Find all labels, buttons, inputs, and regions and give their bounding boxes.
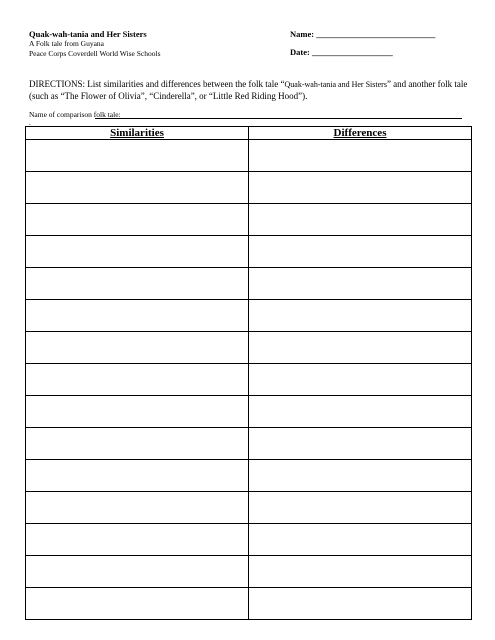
table-row: [26, 140, 472, 172]
difference-cell[interactable]: [249, 524, 472, 556]
directions-story-name: Quak-wah-tania and Her Sisters: [284, 80, 387, 89]
difference-cell[interactable]: [249, 236, 472, 268]
similarity-cell[interactable]: [26, 428, 249, 460]
difference-cell[interactable]: [249, 396, 472, 428]
difference-cell[interactable]: [249, 268, 472, 300]
difference-cell[interactable]: [249, 172, 472, 204]
table-row: [26, 364, 472, 396]
difference-cell[interactable]: [249, 332, 472, 364]
difference-cell[interactable]: [249, 364, 472, 396]
difference-cell[interactable]: [249, 492, 472, 524]
worksheet-subtitle-origin: A Folk tale from Guyana: [29, 39, 104, 48]
directions-lead: DIRECTIONS: List similarities and differences between the folk tale “: [29, 79, 285, 89]
table-row: [26, 204, 472, 236]
table-row: [26, 332, 472, 364]
worksheet-title: Quak-wah-tania and Her Sisters: [29, 29, 147, 39]
table-row: [26, 588, 472, 620]
difference-cell[interactable]: [249, 556, 472, 588]
difference-cell[interactable]: [249, 460, 472, 492]
directions-text: [29, 79, 469, 102]
name-field-label: Name: ____________________________: [290, 29, 436, 39]
difference-cell[interactable]: [249, 588, 472, 620]
differences-header: Differences: [249, 127, 472, 140]
table-row: [26, 556, 472, 588]
similarity-cell[interactable]: [26, 172, 249, 204]
table-row: [26, 428, 472, 460]
similarity-cell[interactable]: [26, 268, 249, 300]
similarity-cell[interactable]: [26, 588, 249, 620]
table-row: [26, 300, 472, 332]
difference-cell[interactable]: [249, 300, 472, 332]
similarity-cell[interactable]: [26, 556, 249, 588]
similarity-cell[interactable]: [26, 204, 249, 236]
similarity-cell[interactable]: [26, 364, 249, 396]
stray-dot: .: [29, 119, 31, 127]
difference-cell[interactable]: [249, 428, 472, 460]
comparison-folk-tale-label: Name of comparison folk tale:: [29, 110, 121, 119]
similarity-cell[interactable]: [26, 332, 249, 364]
similarity-cell[interactable]: [26, 492, 249, 524]
similarity-cell[interactable]: [26, 396, 249, 428]
similarity-cell[interactable]: [26, 524, 249, 556]
similarities-header: Similarities: [26, 127, 249, 140]
date-field-label: Date: ___________________: [290, 47, 393, 57]
similarity-cell[interactable]: [26, 236, 249, 268]
table-header-row: [26, 127, 472, 140]
table-row: [26, 460, 472, 492]
table-row: [26, 396, 472, 428]
table-body: [26, 140, 472, 620]
table-row: [26, 236, 472, 268]
comparison-table: [25, 126, 472, 620]
table-row: [26, 492, 472, 524]
similarity-cell[interactable]: [26, 140, 249, 172]
table-row: [26, 268, 472, 300]
similarity-cell[interactable]: [26, 460, 249, 492]
directions-tail: ” and another folk tale (such as “The Flower of Olivia”, “Cinderella”, or “Little Red Riding Hood”).: [29, 79, 468, 101]
difference-cell[interactable]: [249, 140, 472, 172]
table-row: [26, 524, 472, 556]
difference-cell[interactable]: [249, 204, 472, 236]
similarity-cell[interactable]: [26, 300, 249, 332]
worksheet-subtitle-publisher: Peace Corps Coverdell World Wise Schools: [29, 49, 161, 58]
comparison-folk-tale-line[interactable]: [95, 118, 462, 119]
table-row: [26, 172, 472, 204]
